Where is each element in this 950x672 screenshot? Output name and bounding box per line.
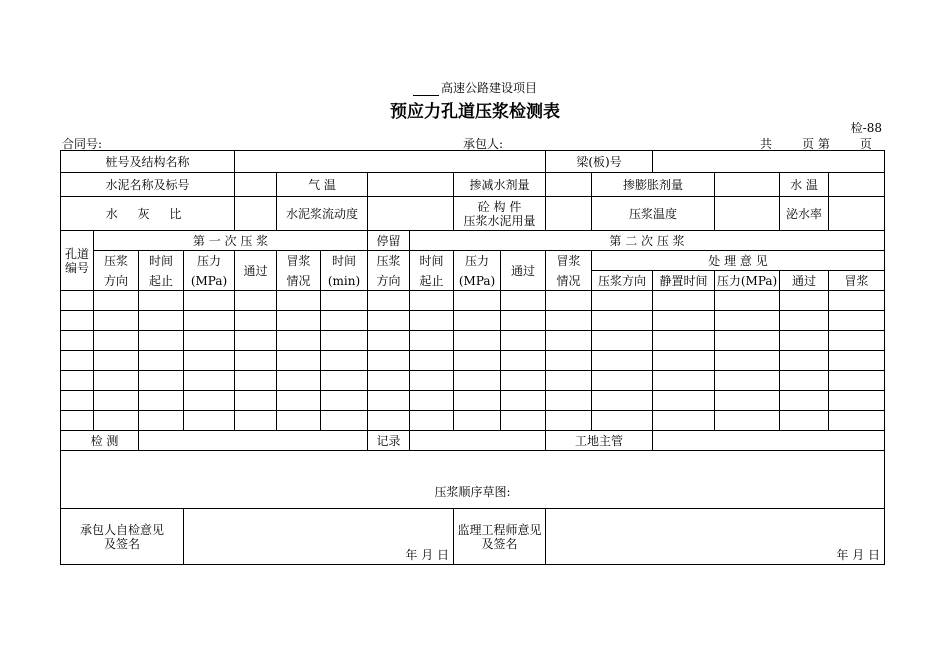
table-cell[interactable] (592, 291, 653, 311)
treat-overflow-header: 冒浆 (829, 271, 885, 291)
concrete-line2: 压浆水泥用量 (463, 213, 536, 228)
stay-time-header: 时间 (min) (321, 251, 368, 291)
table-cell[interactable] (139, 291, 184, 311)
contract-no-label: 合同号: (62, 137, 103, 151)
table-cell[interactable] (368, 331, 410, 351)
table-cell[interactable] (829, 351, 885, 371)
table-cell[interactable] (546, 331, 592, 351)
site-manager-value[interactable] (653, 431, 885, 451)
table-cell[interactable] (454, 411, 501, 431)
table-cell[interactable] (94, 391, 139, 411)
inspect-value[interactable] (139, 431, 368, 451)
beam-label: 梁(板)号 (546, 151, 653, 173)
second-dir-header: 压浆 方向 (368, 251, 410, 291)
form-code: 检-88 (850, 121, 882, 135)
table-cell[interactable] (829, 371, 885, 391)
table-cell[interactable] (780, 331, 829, 351)
table-row (61, 291, 885, 311)
table-cell[interactable] (184, 371, 235, 391)
first-time-header: 时间 起止 (139, 251, 184, 291)
table-cell[interactable] (546, 391, 592, 411)
bleed-label: 泌水率 (780, 197, 829, 231)
contractor-opinion-area[interactable] (184, 509, 454, 565)
table-cell[interactable] (653, 411, 715, 431)
table-cell[interactable] (454, 311, 501, 331)
table-cell[interactable] (592, 351, 653, 371)
opinion-row (61, 509, 885, 565)
table-cell[interactable] (592, 371, 653, 391)
engineer-opinion-label: 监理工程师意见 及签名 (454, 509, 546, 565)
table-row (61, 351, 885, 371)
treatment-header: 处 理 意 见 (592, 251, 885, 271)
second-time-header: 时间 起止 (410, 251, 454, 291)
table-cell[interactable] (277, 411, 321, 431)
table-row (61, 331, 885, 351)
table-cell[interactable] (410, 291, 454, 311)
table-cell[interactable] (139, 411, 184, 431)
signoff-row (61, 431, 885, 451)
site-manager-label: 工地主管 (546, 431, 653, 451)
table-cell[interactable] (277, 311, 321, 331)
project-name-blank[interactable] (413, 85, 439, 96)
table-cell[interactable] (829, 291, 885, 311)
table-cell[interactable] (139, 371, 184, 391)
table-cell[interactable] (780, 311, 829, 331)
record-value[interactable] (410, 431, 546, 451)
first-overflow-header: 冒浆 情况 (277, 251, 321, 291)
table-cell[interactable] (780, 371, 829, 391)
table-cell[interactable] (501, 411, 546, 431)
table-cell[interactable] (368, 391, 410, 411)
info-row-1 (61, 151, 885, 173)
table-cell[interactable] (321, 311, 368, 331)
grout-temp-label: 压浆温度 (592, 197, 715, 231)
table-cell[interactable] (780, 391, 829, 411)
table-cell[interactable] (61, 331, 94, 351)
table-cell[interactable] (368, 371, 410, 391)
table-cell[interactable] (592, 331, 653, 351)
table-cell[interactable] (321, 371, 368, 391)
table-cell[interactable] (780, 351, 829, 371)
wc-ratio-label: 水 灰 比 (61, 197, 235, 231)
second-pass-header: 通过 (501, 251, 546, 291)
concrete-grout-label (454, 197, 546, 231)
table-cell[interactable] (653, 371, 715, 391)
table-cell[interactable] (235, 411, 277, 431)
concrete-value[interactable] (546, 197, 592, 231)
beam-value[interactable] (653, 151, 885, 173)
table-cell[interactable] (184, 291, 235, 311)
grout-header-row-2 (61, 251, 885, 271)
table-cell[interactable] (653, 391, 715, 411)
table-cell[interactable] (368, 351, 410, 371)
table-cell[interactable] (501, 291, 546, 311)
treat-dir-header: 压浆方向 (592, 271, 653, 291)
table-cell[interactable] (501, 391, 546, 411)
pile-value[interactable] (235, 151, 546, 173)
table-cell[interactable] (184, 331, 235, 351)
table-cell[interactable] (277, 351, 321, 371)
fluidity-value[interactable] (368, 197, 454, 231)
table-cell[interactable] (715, 371, 780, 391)
table-cell[interactable] (410, 411, 454, 431)
engineer-opinion-area[interactable] (546, 509, 885, 565)
pile-label: 桩号及结构名称 (61, 151, 235, 173)
table-cell[interactable] (829, 391, 885, 411)
table-cell[interactable] (454, 371, 501, 391)
reducer-label: 掺减水剂量 (454, 173, 546, 197)
table-cell[interactable] (454, 331, 501, 351)
table-cell[interactable] (277, 331, 321, 351)
table-cell[interactable] (653, 291, 715, 311)
table-cell[interactable] (94, 311, 139, 331)
table-cell[interactable] (184, 351, 235, 371)
table-cell[interactable] (61, 371, 94, 391)
table-cell[interactable] (653, 351, 715, 371)
table-cell[interactable] (715, 291, 780, 311)
table-cell[interactable] (139, 391, 184, 411)
table-cell[interactable] (235, 331, 277, 351)
table-cell[interactable] (410, 331, 454, 351)
second-overflow-header: 冒浆 情况 (546, 251, 592, 291)
table-cell[interactable] (454, 391, 501, 411)
table-cell[interactable] (184, 411, 235, 431)
second-grout-title: 第 二 次 压 浆 (410, 231, 885, 251)
table-cell[interactable] (829, 411, 885, 431)
table-cell[interactable] (780, 291, 829, 311)
table-cell[interactable] (501, 331, 546, 351)
table-cell[interactable] (715, 411, 780, 431)
contractor-label: 承包人: (463, 137, 504, 151)
contractor-date: 年 月 日 (405, 548, 450, 562)
project-title: 高速公路建设项目 (0, 79, 950, 96)
table-cell[interactable] (501, 371, 546, 391)
table-cell[interactable] (546, 351, 592, 371)
cement-label: 水泥名称及标号 (61, 173, 235, 197)
first-pass-header: 通过 (235, 251, 277, 291)
expander-label: 掺膨胀剂量 (592, 173, 715, 197)
table-cell[interactable] (592, 311, 653, 331)
table-cell[interactable] (592, 391, 653, 411)
table-cell[interactable] (235, 311, 277, 331)
table-cell[interactable] (592, 411, 653, 431)
water-temp-label: 水 温 (780, 173, 829, 197)
table-cell[interactable] (277, 291, 321, 311)
table-cell[interactable] (780, 411, 829, 431)
table-cell[interactable] (277, 371, 321, 391)
table-cell[interactable] (235, 351, 277, 371)
table-row (61, 411, 885, 431)
engineer-date: 年 月 日 (836, 548, 881, 562)
table-cell[interactable] (61, 311, 94, 331)
treat-pressure-header: 压力(MPa) (715, 271, 780, 291)
table-row (61, 391, 885, 411)
second-pressure-header: 压力 (MPa) (454, 251, 501, 291)
record-label: 记录 (368, 431, 410, 451)
table-cell[interactable] (184, 311, 235, 331)
table-cell[interactable] (546, 371, 592, 391)
stay-label: 停留 (368, 231, 410, 251)
table-cell[interactable] (454, 351, 501, 371)
table-cell[interactable] (829, 331, 885, 351)
air-temp-value[interactable] (368, 173, 454, 197)
sketch-area[interactable] (61, 451, 885, 509)
treat-pass-header: 通过 (780, 271, 829, 291)
concrete-line1: 砼 构 件 (477, 199, 522, 214)
table-cell[interactable] (139, 311, 184, 331)
table-cell[interactable] (501, 311, 546, 331)
table-cell[interactable] (139, 331, 184, 351)
form-title: 预应力孔道压浆检测表 (390, 102, 560, 122)
table-cell[interactable] (94, 351, 139, 371)
sketch-row (61, 451, 885, 509)
table-cell[interactable] (368, 291, 410, 311)
fluidity-label: 水泥浆流动度 (277, 197, 368, 231)
info-row-2 (61, 173, 885, 197)
table-cell[interactable] (321, 331, 368, 351)
first-dir-header: 压浆 方向 (94, 251, 139, 291)
table-cell[interactable] (94, 331, 139, 351)
table-cell[interactable] (715, 391, 780, 411)
table-cell[interactable] (410, 391, 454, 411)
table-cell[interactable] (94, 411, 139, 431)
table-cell[interactable] (94, 371, 139, 391)
table-cell[interactable] (368, 411, 410, 431)
air-temp-label: 气 温 (277, 173, 368, 197)
reducer-value[interactable] (546, 173, 592, 197)
grout-temp-value[interactable] (715, 197, 780, 231)
grout-header-row-1 (61, 231, 885, 251)
table-cell[interactable] (184, 391, 235, 411)
table-cell[interactable] (546, 411, 592, 431)
table-cell[interactable] (410, 351, 454, 371)
grouting-inspection-table (60, 150, 885, 565)
table-cell[interactable] (715, 351, 780, 371)
grout-data-rows (61, 291, 885, 431)
table-cell[interactable] (235, 371, 277, 391)
table-cell[interactable] (321, 351, 368, 371)
table-cell[interactable] (321, 391, 368, 411)
table-cell[interactable] (235, 391, 277, 411)
total-pages-label: 共 页 第 页 (760, 137, 872, 151)
table-cell[interactable] (368, 311, 410, 331)
table-cell[interactable] (410, 311, 454, 331)
table-cell[interactable] (546, 311, 592, 331)
table-cell[interactable] (139, 351, 184, 371)
table-cell[interactable] (61, 411, 94, 431)
table-row (61, 371, 885, 391)
table-cell[interactable] (321, 291, 368, 311)
table-cell[interactable] (321, 411, 368, 431)
cement-value[interactable] (235, 173, 277, 197)
table-cell[interactable] (454, 291, 501, 311)
table-cell[interactable] (94, 291, 139, 311)
expander-value[interactable] (715, 173, 780, 197)
table-cell[interactable] (546, 291, 592, 311)
wc-ratio-value[interactable] (235, 197, 277, 231)
table-cell[interactable] (61, 351, 94, 371)
treat-static-header: 静置时间 (653, 271, 715, 291)
table-cell[interactable] (653, 331, 715, 351)
table-cell[interactable] (653, 311, 715, 331)
table-cell[interactable] (501, 351, 546, 371)
contractor-opinion-label: 承包人自检意见 及签名 (61, 509, 184, 565)
first-grout-title: 第 一 次 压 浆 (94, 231, 368, 251)
table-cell[interactable] (61, 291, 94, 311)
water-temp-value[interactable] (829, 173, 885, 197)
table-cell[interactable] (61, 391, 94, 411)
table-cell[interactable] (277, 391, 321, 411)
bleed-value[interactable] (829, 197, 885, 231)
table-cell[interactable] (235, 291, 277, 311)
first-pressure-header: 压力 (MPa) (184, 251, 235, 291)
hole-no-label: 孔道编号 (61, 231, 94, 291)
inspect-label: 检 测 (61, 431, 139, 451)
sketch-label: 压浆顺序草图: (434, 484, 511, 499)
table-row (61, 311, 885, 331)
table-cell[interactable] (829, 311, 885, 331)
table-cell[interactable] (715, 331, 780, 351)
table-cell[interactable] (410, 371, 454, 391)
info-row-3 (61, 197, 885, 231)
table-cell[interactable] (715, 311, 780, 331)
